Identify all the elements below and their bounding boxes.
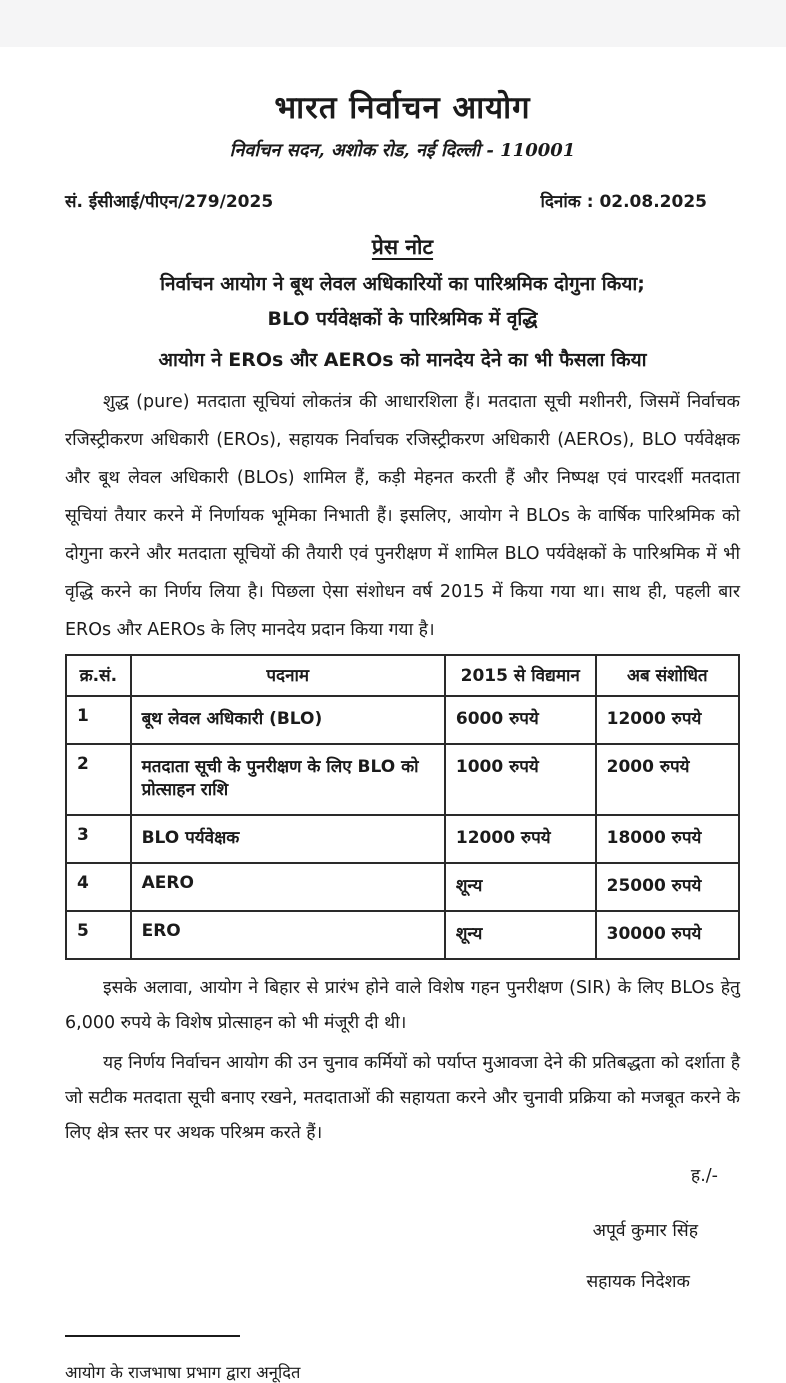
cell-revised: 25000 रुपये xyxy=(596,863,739,911)
headline-2: BLO पर्यवेक्षकों के पारिश्रमिक में वृद्धि xyxy=(267,308,538,330)
org-address: निर्वाचन सदन, अशोक रोड, नई दिल्ली - 110001 xyxy=(229,140,576,161)
document-date: दिनांक : 02.08.2025 xyxy=(540,192,707,212)
headline-1: निर्वाचन आयोग ने बूथ लेवल अधिकारियों का पारिश्रमिक दोगुना किया; xyxy=(160,273,645,295)
reference-number: सं. ईसीआई/पीएन/279/2025 xyxy=(65,192,274,212)
press-note-title-text: प्रेस नोट xyxy=(371,235,434,259)
reference-line xyxy=(65,189,740,212)
table-row xyxy=(66,911,739,959)
remuneration-table xyxy=(65,654,740,960)
signature-signed: ह./- xyxy=(690,1166,718,1186)
cell-sn: 5 xyxy=(66,911,131,959)
cell-sn: 1 xyxy=(66,696,131,744)
cell-sn: 4 xyxy=(66,863,131,911)
body-paragraph-1: शुद्ध (pure) मतदाता सूचियां लोकतंत्र की आधारशिला हैं। मतदाता सूची मशीनरी, जिसमें निर्वाचक रजिस्ट्रीकरण अधिकारी (EROs), सहायक निर्वाचक रजिस्ट्रीकरण अधिकारी (AEROs), BLO पर्यवेक्षक और बूथ लेवल अधिकारी (BLOs) शामिल हैं, कड़ी मेहनत करती हैं और निष्पक्ष एवं पारदर्शी मतदाता सूचियां तैयार करने में निर्णायक भूमिका निभाती हैं। इसलिए, आयोग ने BLOs के वार्षिक पारिश्रमिक को दोगुना करने और मतदाता सूचियों की तैयारी एवं पुनरीक्षण में शामिल BLO पर्यवेक्षकों के पारिश्रमिक में भी वृद्धि करने का निर्णय लिया है। पिछला ऐसा संशोधन वर्ष 2015 में किया गया था। साथ ही, पहली बार EROs और AEROs के लिए मानदेय प्रदान किया गया है। xyxy=(65,392,740,640)
table-row xyxy=(66,815,739,863)
cell-existing: शून्य xyxy=(445,911,596,959)
cell-existing: 1000 रुपये xyxy=(445,744,596,815)
col-header-designation: पदनाम xyxy=(131,655,445,696)
table-row xyxy=(66,863,739,911)
cell-existing: शून्य xyxy=(445,863,596,911)
cell-existing: 6000 रुपये xyxy=(445,696,596,744)
col-header-revised: अब संशोधित xyxy=(596,655,739,696)
headline-3: आयोग ने EROs और AEROs को मानदेय देने का भी फैसला किया xyxy=(158,349,647,371)
cell-designation: BLO पर्यवेक्षक xyxy=(131,815,445,863)
press-note-title xyxy=(65,233,740,261)
cell-revised: 12000 रुपये xyxy=(596,696,739,744)
cell-designation: मतदाता सूची के पुनरीक्षण के लिए BLO को प्रोत्साहन राशि xyxy=(131,744,445,815)
top-strip xyxy=(0,0,786,47)
signatory-designation: सहायक निदेशक xyxy=(586,1272,690,1292)
cell-designation: AERO xyxy=(131,863,445,911)
translation-note: आयोग के राजभाषा प्रभाग द्वारा अनूदित xyxy=(65,1363,301,1382)
cell-sn: 3 xyxy=(66,815,131,863)
press-note-document xyxy=(65,87,740,1383)
org-title: भारत निर्वाचन आयोग xyxy=(274,90,531,126)
signatory-name: अपूर्व कुमार सिंह xyxy=(592,1221,698,1241)
table-row xyxy=(66,744,739,815)
body-paragraph-2: इसके अलावा, आयोग ने बिहार से प्रारंभ होने वाले विशेष गहन पुनरीक्षण (SIR) के लिए BLOs हेतु 6,000 रुपये के विशेष प्रोत्साहन को भी मंजूरी दी थी। xyxy=(65,978,740,1033)
signature-block xyxy=(65,1163,740,1293)
col-header-existing: 2015 से विद्यमान xyxy=(445,655,596,696)
cell-designation: ERO xyxy=(131,911,445,959)
cell-sn: 2 xyxy=(66,744,131,815)
table-header-row xyxy=(66,655,739,696)
col-header-sn: क्र.सं. xyxy=(66,655,131,696)
table-row xyxy=(66,696,739,744)
cell-revised: 18000 रुपये xyxy=(596,815,739,863)
cell-revised: 30000 रुपये xyxy=(596,911,739,959)
body-paragraph-3: यह निर्णय निर्वाचन आयोग की उन चुनाव कर्मियों को पर्याप्त मुआवजा देने की प्रतिबद्धता को दर्शाता है जो सटीक मतदाता सूची बनाए रखने, मतदाताओं की सहायता करने और चुनावी प्रक्रिया को मजबूत करने के लिए क्षेत्र स्तर पर अथक परिश्रम करते हैं। xyxy=(65,1053,740,1143)
footer-divider xyxy=(65,1335,240,1337)
cell-revised: 2000 रुपये xyxy=(596,744,739,815)
cell-designation: बूथ लेवल अधिकारी (BLO) xyxy=(131,696,445,744)
cell-existing: 12000 रुपये xyxy=(445,815,596,863)
footer xyxy=(65,1335,740,1383)
